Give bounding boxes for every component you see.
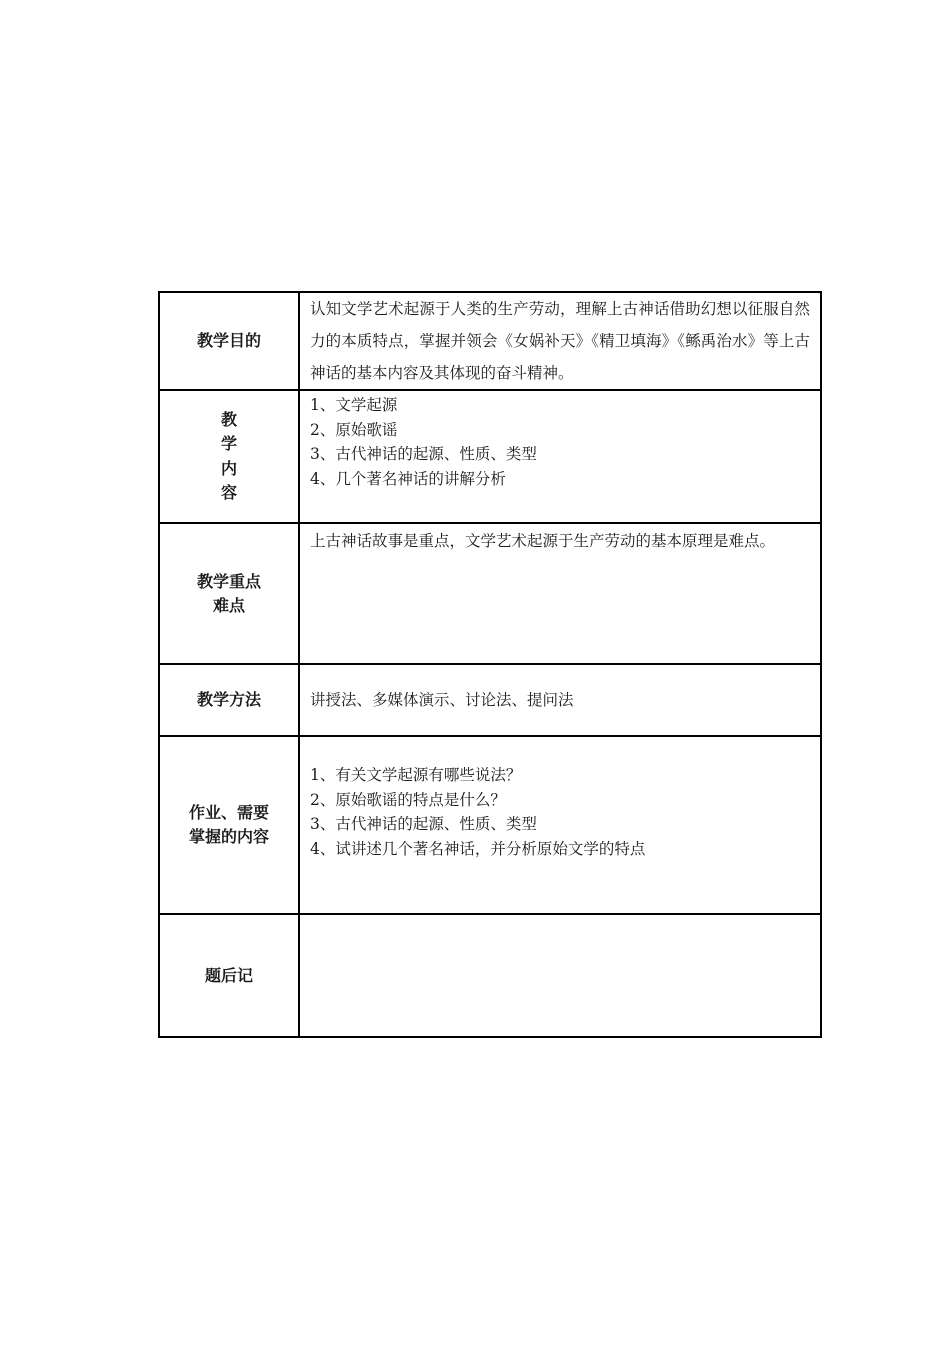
lesson-plan-table	[158, 291, 822, 1038]
content-label-char: 容	[220, 483, 237, 502]
postscript-label: 题后记	[159, 914, 299, 1037]
row-content	[159, 390, 821, 523]
row-key-points	[159, 523, 821, 664]
postscript-cell	[299, 914, 821, 1037]
row-objective	[159, 292, 821, 390]
key-points-text: 上古神话故事是重点，文学艺术起源于生产劳动的基本原理是难点。	[310, 532, 776, 550]
method-label: 教学方法	[159, 664, 299, 736]
row-method	[159, 664, 821, 736]
content-label-char: 教	[220, 409, 237, 429]
method-cell	[299, 664, 821, 736]
list-item: 1、有关文学起源有哪些说法？	[310, 766, 522, 784]
content-label-char: 学	[220, 434, 237, 453]
content-cell	[299, 390, 821, 523]
row-homework	[159, 736, 821, 914]
homework-cell	[299, 736, 821, 914]
key-points-cell	[299, 523, 821, 664]
objective-cell	[299, 292, 821, 390]
homework-label	[159, 736, 299, 914]
homework-label-line: 作业、需要	[188, 803, 269, 822]
method-text: 讲授法、多媒体演示、讨论法、提问法	[310, 690, 574, 709]
list-item: 3、古代神话的起源、性质、类型	[310, 815, 537, 833]
list-item: 4、几个著名神话的讲解分析	[310, 469, 506, 488]
list-item: 4、试讲述几个著名神话，并分析原始文学的特点	[310, 839, 646, 858]
list-item: 2、原始歌谣的特点是什么？	[310, 790, 506, 809]
objective-text: 认知文学艺术起源于人类的生产劳动，理解上古神话借助幻想以征服自然力的本质特点，掌握并领会《女娲补天》《精卫填海》《鲧禹治水》等上古神话的基本内容及其体现的奋斗精神。	[310, 300, 810, 382]
objective-label: 教学目的	[159, 292, 299, 390]
homework-label-line: 掌握的内容	[188, 827, 269, 846]
row-postscript	[159, 914, 821, 1037]
content-label-char: 内	[220, 458, 237, 478]
content-label	[159, 390, 299, 523]
key-points-label-line: 难点	[212, 595, 245, 615]
key-points-label	[159, 523, 299, 664]
list-item: 3、古代神话的起源、性质、类型	[310, 445, 537, 463]
list-item: 2、原始歌谣	[310, 420, 398, 439]
key-points-label-line: 教学重点	[196, 571, 261, 591]
list-item: 1、文学起源	[310, 396, 398, 414]
